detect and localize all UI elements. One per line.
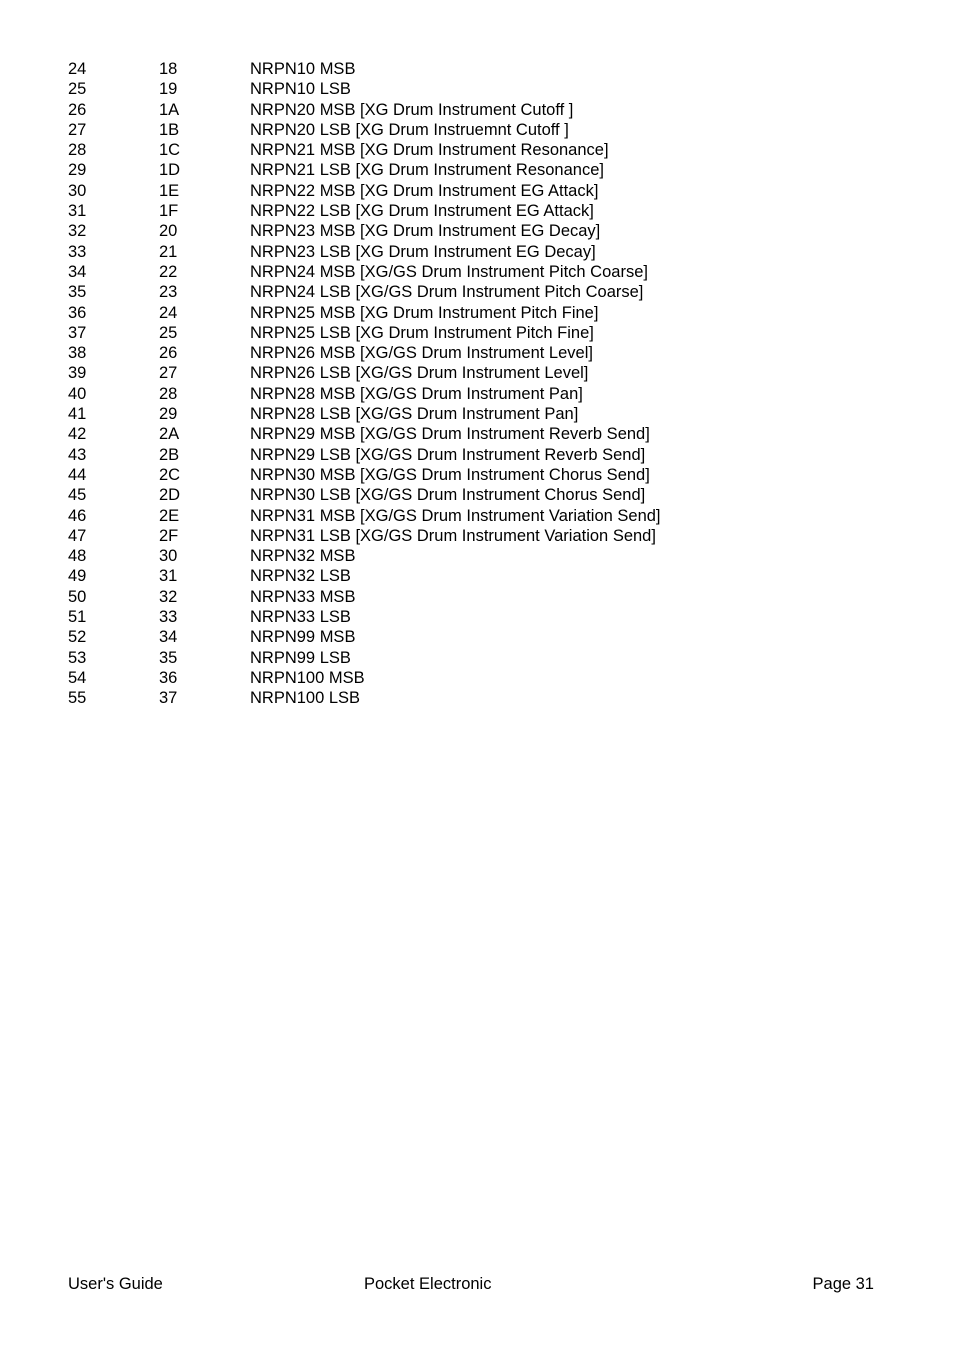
decimal-value-cell: 33 [68, 242, 87, 261]
description-cell: NRPN28 LSB [XG/GS Drum Instrument Pan] [250, 405, 579, 424]
description-cell: NRPN29 MSB [XG/GS Drum Instrument Reverb Send] [250, 425, 650, 444]
description-cell: NRPN23 LSB [XG Drum Instrument EG Decay] [250, 242, 596, 261]
decimal-value-cell: 30 [68, 181, 87, 200]
hex-value-cell: 1B [159, 120, 180, 139]
table-row [68, 323, 888, 343]
decimal-value-cell: 54 [68, 668, 87, 687]
description-cell: NRPN24 LSB [XG/GS Drum Instrument Pitch Coarse] [250, 283, 644, 302]
table-row [68, 79, 888, 99]
table-row [68, 140, 888, 160]
table-row [68, 160, 888, 180]
hex-value-cell: 1D [159, 161, 181, 180]
decimal-value-cell: 55 [68, 689, 87, 708]
description-cell: NRPN20 LSB [XG Drum Instruemnt Cutoff ] [250, 120, 569, 139]
table-row [68, 607, 888, 627]
description-cell: NRPN25 MSB [XG Drum Instrument Pitch Fine] [250, 303, 599, 322]
decimal-value-cell: 52 [68, 628, 87, 647]
decimal-value-cell: 32 [68, 222, 87, 241]
hex-value-cell: 22 [159, 262, 178, 281]
table-row [68, 181, 888, 201]
description-cell: NRPN23 MSB [XG Drum Instrument EG Decay] [250, 222, 601, 241]
hex-value-cell: 36 [159, 668, 178, 687]
table-row [68, 627, 888, 647]
decimal-value-cell: 28 [68, 141, 87, 160]
hex-value-cell: 19 [159, 80, 178, 99]
decimal-value-cell: 41 [68, 405, 87, 424]
table-row [68, 221, 888, 241]
table-row [68, 262, 888, 282]
decimal-value-cell: 26 [68, 100, 87, 119]
decimal-value-cell: 29 [68, 161, 87, 180]
hex-value-cell: 18 [159, 60, 178, 78]
decimal-value-cell: 48 [68, 547, 87, 566]
description-cell: NRPN22 LSB [XG Drum Instrument EG Attack] [250, 202, 594, 221]
decimal-value-cell: 50 [68, 587, 87, 606]
description-cell: NRPN10 MSB [250, 60, 356, 78]
description-cell: NRPN99 MSB [250, 628, 356, 647]
hex-value-cell: 2E [159, 506, 180, 525]
footer-doc-title: User's Guide [68, 1275, 163, 1293]
decimal-value-cell: 34 [68, 262, 87, 281]
table-row [68, 201, 888, 221]
description-cell: NRPN100 LSB [250, 689, 361, 708]
hex-value-cell: 26 [159, 344, 178, 363]
hex-value-cell: 32 [159, 587, 178, 606]
decimal-value-cell: 27 [68, 120, 87, 139]
hex-value-cell: 25 [159, 323, 178, 342]
hex-value-cell: 1A [159, 100, 180, 119]
table-row [68, 566, 888, 586]
hex-value-cell: 37 [159, 689, 178, 708]
table-row [68, 424, 888, 444]
decimal-value-cell: 36 [68, 303, 87, 322]
table-row [68, 120, 888, 140]
footer-product-name: Pocket Electronic [364, 1275, 492, 1293]
decimal-value-cell: 47 [68, 526, 87, 545]
decimal-value-cell: 24 [68, 60, 87, 78]
hex-value-cell: 2C [159, 465, 181, 484]
description-cell: NRPN30 LSB [XG/GS Drum Instrument Chorus Send] [250, 486, 646, 505]
decimal-value-cell: 38 [68, 344, 87, 363]
hex-value-cell: 2F [159, 526, 179, 545]
decimal-value-cell: 25 [68, 80, 87, 99]
table-row [68, 59, 888, 79]
description-cell: NRPN21 MSB [XG Drum Instrument Resonance] [250, 141, 609, 160]
table-row [68, 343, 888, 363]
hex-value-cell: 31 [159, 567, 178, 586]
description-cell: NRPN33 LSB [250, 608, 351, 627]
hex-value-cell: 34 [159, 628, 178, 647]
table-row [68, 526, 888, 546]
description-cell: NRPN33 MSB [250, 587, 356, 606]
decimal-value-cell: 31 [68, 202, 87, 221]
table-row [68, 546, 888, 566]
hex-value-cell: 21 [159, 242, 178, 261]
decimal-value-cell: 44 [68, 465, 87, 484]
description-cell: NRPN31 MSB [XG/GS Drum Instrument Variation Send] [250, 506, 661, 525]
table-row [68, 363, 888, 383]
decimal-value-cell: 46 [68, 506, 87, 525]
table-row [68, 587, 888, 607]
description-cell: NRPN31 LSB [XG/GS Drum Instrument Variation Send] [250, 526, 656, 545]
hex-value-cell: 28 [159, 384, 178, 403]
description-cell: NRPN30 MSB [XG/GS Drum Instrument Chorus Send] [250, 465, 650, 484]
decimal-value-cell: 37 [68, 323, 87, 342]
description-cell: NRPN10 LSB [250, 80, 351, 99]
decimal-value-cell: 40 [68, 384, 87, 403]
description-cell: NRPN26 MSB [XG/GS Drum Instrument Level] [250, 344, 593, 363]
description-cell: NRPN32 MSB [250, 547, 356, 566]
table-row [68, 506, 888, 526]
table-row [68, 465, 888, 485]
table-row [68, 445, 888, 465]
hex-value-cell: 1F [159, 202, 179, 221]
hex-value-cell: 2B [159, 445, 180, 464]
table-row [68, 668, 888, 688]
hex-value-cell: 23 [159, 283, 178, 302]
hex-value-cell: 1C [159, 141, 181, 160]
page-footer [0, 1273, 954, 1295]
description-cell: NRPN24 MSB [XG/GS Drum Instrument Pitch Coarse] [250, 262, 648, 281]
table-row [68, 688, 888, 708]
hex-value-cell: 20 [159, 222, 178, 241]
table-row [68, 282, 888, 302]
hex-value-cell: 27 [159, 364, 178, 383]
decimal-value-cell: 35 [68, 283, 87, 302]
table-row [68, 404, 888, 424]
decimal-value-cell: 39 [68, 364, 87, 383]
footer-page-number: Page 31 [812, 1275, 874, 1293]
hex-value-cell: 35 [159, 648, 178, 667]
table-row [68, 485, 888, 505]
decimal-value-cell: 53 [68, 648, 87, 667]
description-cell: NRPN32 LSB [250, 567, 351, 586]
hex-value-cell: 2A [159, 425, 180, 444]
decimal-value-cell: 51 [68, 608, 87, 627]
description-cell: NRPN20 MSB [XG Drum Instrument Cutoff ] [250, 100, 574, 119]
description-cell: NRPN29 LSB [XG/GS Drum Instrument Reverb Send] [250, 445, 646, 464]
decimal-value-cell: 49 [68, 567, 87, 586]
table-row [68, 242, 888, 262]
description-cell: NRPN100 MSB [250, 668, 365, 687]
table-row [68, 648, 888, 668]
table-row [68, 303, 888, 323]
hex-value-cell: 30 [159, 547, 178, 566]
hex-value-cell: 29 [159, 405, 178, 424]
description-cell: NRPN28 MSB [XG/GS Drum Instrument Pan] [250, 384, 583, 403]
table-row [68, 384, 888, 404]
decimal-value-cell: 42 [68, 425, 87, 444]
hex-value-cell: 24 [159, 303, 178, 322]
hex-value-cell: 1E [159, 181, 180, 200]
description-cell: NRPN25 LSB [XG Drum Instrument Pitch Fine] [250, 323, 594, 342]
hex-value-cell: 33 [159, 608, 178, 627]
description-cell: NRPN22 MSB [XG Drum Instrument EG Attack] [250, 181, 599, 200]
controller-table [68, 59, 888, 709]
decimal-value-cell: 43 [68, 445, 87, 464]
table-row [68, 100, 888, 120]
hex-value-cell: 2D [159, 486, 181, 505]
description-cell: NRPN26 LSB [XG/GS Drum Instrument Level] [250, 364, 589, 383]
description-cell: NRPN21 LSB [XG Drum Instrument Resonance] [250, 161, 604, 180]
description-cell: NRPN99 LSB [250, 648, 351, 667]
decimal-value-cell: 45 [68, 486, 87, 505]
